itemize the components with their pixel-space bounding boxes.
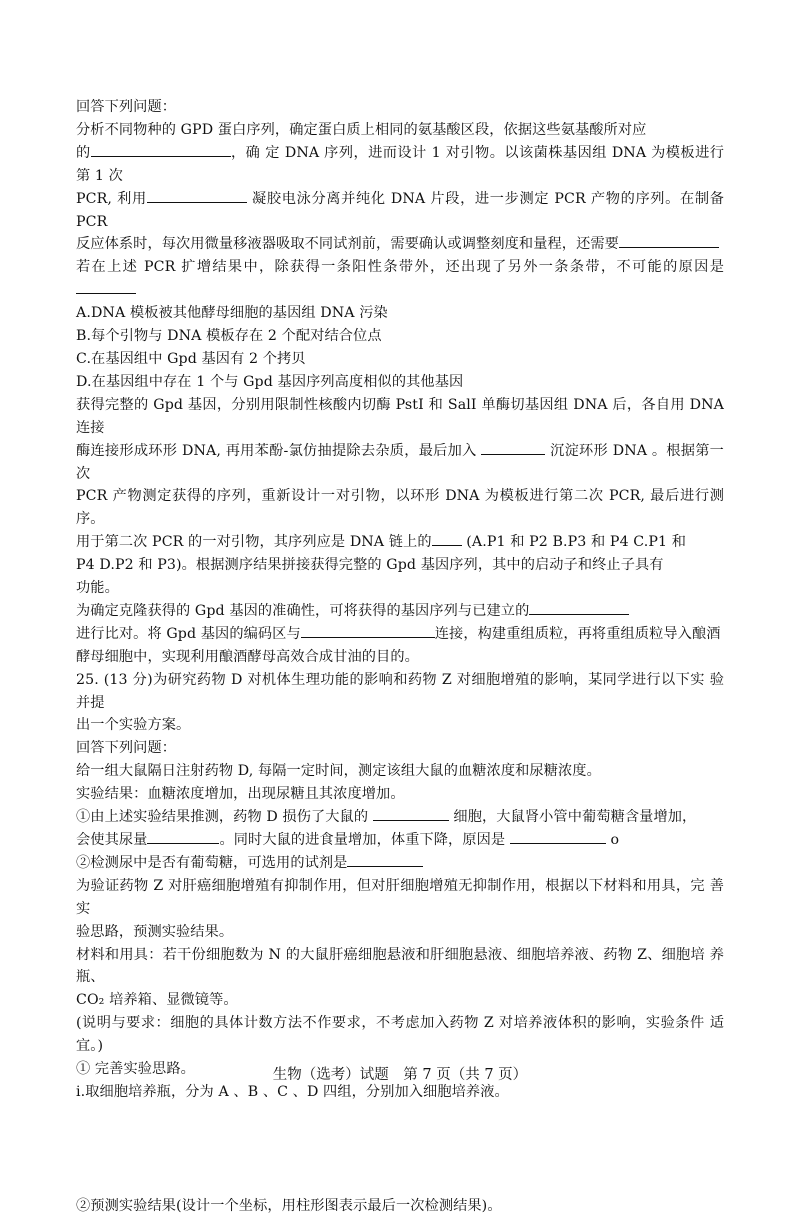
text-line: 回答下列问题： (76, 99, 177, 115)
answer-blank[interactable] (347, 852, 423, 867)
text-line: 获得完整的 Gpd 基因，分别用限制性核酸内切酶 PstI 和 SalI 单酶切基因组 DNA 后，各自用 DNA 连接 (76, 396, 724, 436)
text-line: 若在上述 PCR 扩增结果中，除获得一条阳性条带外，还出现了另外一条条带，不可能的原因是 (76, 256, 724, 302)
text-line: 为验证药物 Z 对肝癌细胞增殖有抑制作用，但对肝细胞增殖无抑制作用，根据以下材料和用具，完 善实 (76, 877, 724, 917)
page-footer: 生物（选考）试题 第 7 页（共 7 页） (272, 1067, 528, 1083)
text-line: PCR, 利用 凝胶电泳分离并纯化 DNA 片段，进一步测定 PCR 产物的序列。在制备 PCR (76, 188, 724, 234)
text-line: 分析不同物种的 GPD 蛋白序列，确定蛋白质上相同的氨基酸区段，依据这些氨基酸所对应 (76, 121, 647, 138)
text-line: 会使其尿量 。同时大鼠的进食量增加，体重下降，原因是 o (76, 829, 724, 852)
answer-blank[interactable] (76, 279, 136, 294)
option-c: C.在基因组中 Gpd 基因有 2 个拷贝 (76, 350, 306, 367)
question-text (76, 96, 724, 1218)
text-line: 的 ，确 定 DNA 序列，进而设计 1 对引物。以该菌株基因组 DNA 为模板进行 第 1 次 (76, 142, 724, 188)
text-line: ②预测实验结果(设计一个坐标，用柱形图表示最后一次检测结果)。 (76, 1197, 502, 1214)
answer-blank[interactable] (510, 829, 606, 844)
text-line: 给一组大鼠隔日注射药物 D, 每隔一定时间，测定该组大鼠的血糖浓度和尿糖浓度。 (76, 763, 601, 780)
text-line: CO₂ 培养箱、显微镜等。 (76, 992, 238, 1009)
answer-blank[interactable] (432, 531, 462, 546)
text-line: 反应体系时，每次用微量移液器吸取不同试剂前，需要确认或调整刻度和量程，还需要 (76, 233, 724, 256)
text-line: 回答下列问题： (76, 740, 177, 757)
text-line: 功能。 (76, 580, 119, 597)
text-line: (说明与要求：细胞的具体计数方法不作要求，不考虑加入药物 Z 对培养液体积的影响，实验条件 适宜。) (76, 1015, 724, 1055)
text-line: ① 完善实验思路。 (76, 1061, 195, 1078)
option-b: B.每个引物与 DNA 模板存在 2 个配对结合位点 (76, 328, 382, 345)
option-a: A.DNA 模板被其他酵母细胞的基因组 DNA 污染 (76, 305, 388, 322)
text-line: 进行比对。将 Gpd 基因的编码区与 连接，构建重组质粒，再将重组质粒导入酿酒 (76, 623, 724, 646)
answer-blank[interactable] (91, 142, 231, 157)
answer-blank[interactable] (301, 623, 435, 638)
text-line: 实验结果：血糖浓度增加，出现尿糖且其浓度增加。 (76, 786, 405, 803)
text-line: 酶连接形成环形 DNA, 再用苯酚-氯仿抽提除去杂质，最后加入 沉淀环形 DNA 。根据第一次 (76, 440, 724, 486)
answer-blank[interactable] (147, 829, 219, 844)
text-line: 出一个实验方案。 (76, 717, 191, 734)
option-d: D.在基因组中存在 1 个与 Gpd 基因序列高度相似的其他基因 (76, 373, 464, 390)
text-line: 酵母细胞中，实现利用酿酒酵母高效合成甘油的目的。 (76, 648, 419, 665)
text-line: i.取细胞培养瓶，分为 A 、B 、C 、D 四组，分别加入细胞培养液。 (76, 1083, 509, 1100)
question-25-heading: 25. (13 分)为研究药物 D 对机体生理功能的影响和药物 Z 对细胞增殖的影响，某同学进行以下实 验并提 (76, 671, 724, 711)
text-line: 用于第二次 PCR 的一对引物，其序列应是 DNA 链上的 (A.P1 和 P2 B.P3 和 P4 C.P1 和 (76, 531, 724, 554)
answer-blank[interactable] (147, 188, 247, 203)
text-line: ①由上述实验结果推测，药物 D 损伤了大鼠的 细胞，大鼠肾小管中葡萄糖含量增加， (76, 806, 724, 829)
text-line: P4 D.P2 和 P3)。根据测序结果拼接获得完整的 Gpd 基因序列，其中的启动子和终止子具有 (76, 557, 664, 574)
text-line: PCR 产物测定获得的序列，重新设计一对引物，以环形 DNA 为模板进行第二次 PCR, 最后进行测序。 (76, 488, 724, 528)
answer-blank[interactable] (619, 233, 719, 248)
answer-space (76, 1104, 724, 1195)
text-line: 验思路，预测实验结果。 (76, 923, 234, 940)
text-line: 为确定克隆获得的 Gpd 基因的准确性，可将获得的基因序列与已建立的 (76, 600, 724, 623)
text-line: 材料和用具：若干份细胞数为 N 的大鼠肝癌细胞悬液和肝细胞悬液、细胞培养液、药物 Z、细胞培 养瓶、 (76, 946, 724, 986)
text-line: ②检测尿中是否有葡萄糖，可选用的试剂是 (76, 852, 724, 875)
answer-blank[interactable] (373, 806, 449, 821)
answer-blank[interactable] (529, 600, 629, 615)
answer-blank[interactable] (481, 440, 545, 455)
